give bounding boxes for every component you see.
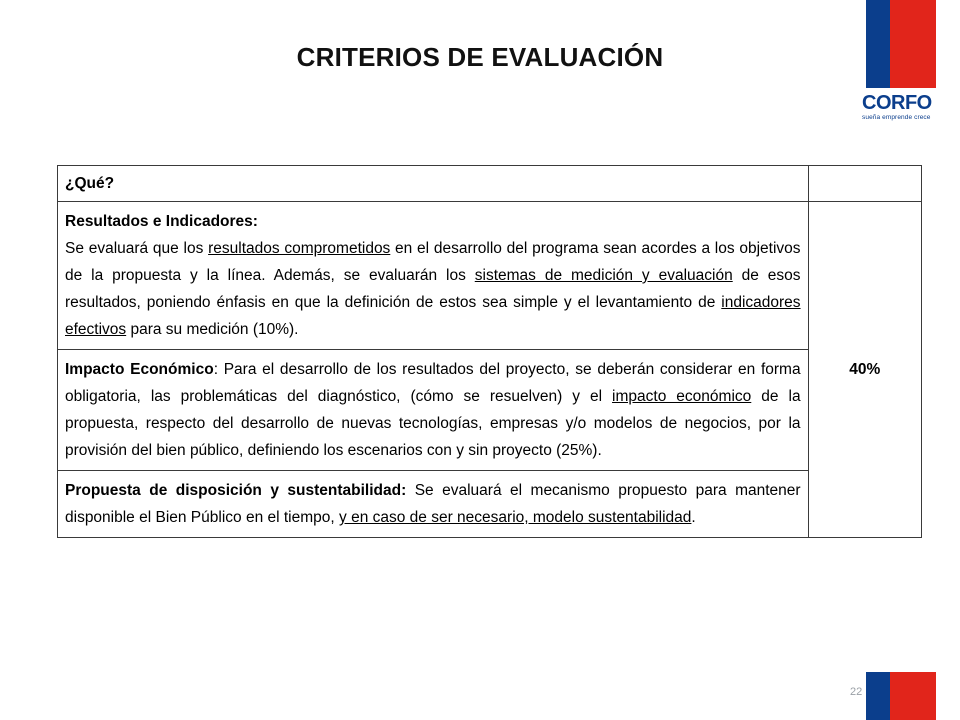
criterion-text: Se evaluará que los: [65, 240, 209, 257]
criterion-text: Se evaluará el mecanismo propuesto para mantener disponible el Bien Público en el tiempo,: [65, 482, 801, 526]
table-row: [58, 202, 922, 350]
criterion-results-cell: [58, 202, 809, 350]
logo-tagline: sueña emprende crece: [862, 114, 931, 121]
table-row: [58, 471, 922, 538]
flag-blue-band: [866, 672, 890, 720]
criterion-heading: Impacto Económico: [65, 361, 214, 378]
header-value-cell: [808, 166, 921, 202]
criterion-underlined: resultados comprometidos: [208, 240, 391, 257]
page-number: 22: [850, 686, 863, 698]
criterion-underlined: y en caso de ser necesario, modelo sustentabilidad: [339, 509, 692, 526]
percentage-cell: 40%: [808, 202, 921, 538]
criterion-underlined: sistemas de medición y evaluación: [474, 267, 733, 284]
table-row: [58, 350, 922, 471]
page-title: CRITERIOS DE EVALUACIÓN: [296, 42, 664, 72]
table-header-row: [58, 166, 922, 202]
logo-wordmark: [862, 92, 946, 114]
criterion-text: para su medición (10%).: [126, 321, 299, 338]
criterion-impact-cell: [58, 350, 809, 471]
criterion-sustainability-cell: [58, 471, 809, 538]
criterion-text: en el desarrollo del programa sean acordes a los objetivos de la propuesta y la línea. Además, se evaluarán los: [65, 240, 801, 284]
criteria-table: [57, 165, 922, 538]
header-cell: ¿Qué?: [58, 166, 809, 202]
criterion-heading: Resultados e Indicadores:: [65, 213, 258, 230]
corfo-logo: [862, 92, 946, 128]
chile-flag-stripe-bottom: [866, 672, 936, 720]
flag-red-band: [890, 672, 936, 720]
criterion-heading: Propuesta de disposición y sustentabilidad:: [65, 482, 407, 499]
criterion-underlined: indicadores efectivos: [65, 294, 801, 338]
logo-word-text: CORFO: [862, 92, 932, 114]
criterion-underlined: impacto económico: [612, 388, 752, 405]
criterion-text: : Para el desarrollo de los resultados del proyecto, se deberán considerar en forma obligatoria, las problemáticas del diagnóstico, (cómo se resuelven) y el: [65, 361, 801, 405]
criterion-text: de esos resultados, poniendo énfasis en que la definición de estos sea simple y el levantamiento de: [65, 267, 801, 311]
criterion-text: de la propuesta, respecto del desarrollo de nuevas tecnologías, empresas y/o modelos de negocios, por la provisión del bien público, definiendo los escenarios con y sin proyecto (25%).: [65, 388, 801, 459]
criterion-text: .: [691, 509, 696, 526]
